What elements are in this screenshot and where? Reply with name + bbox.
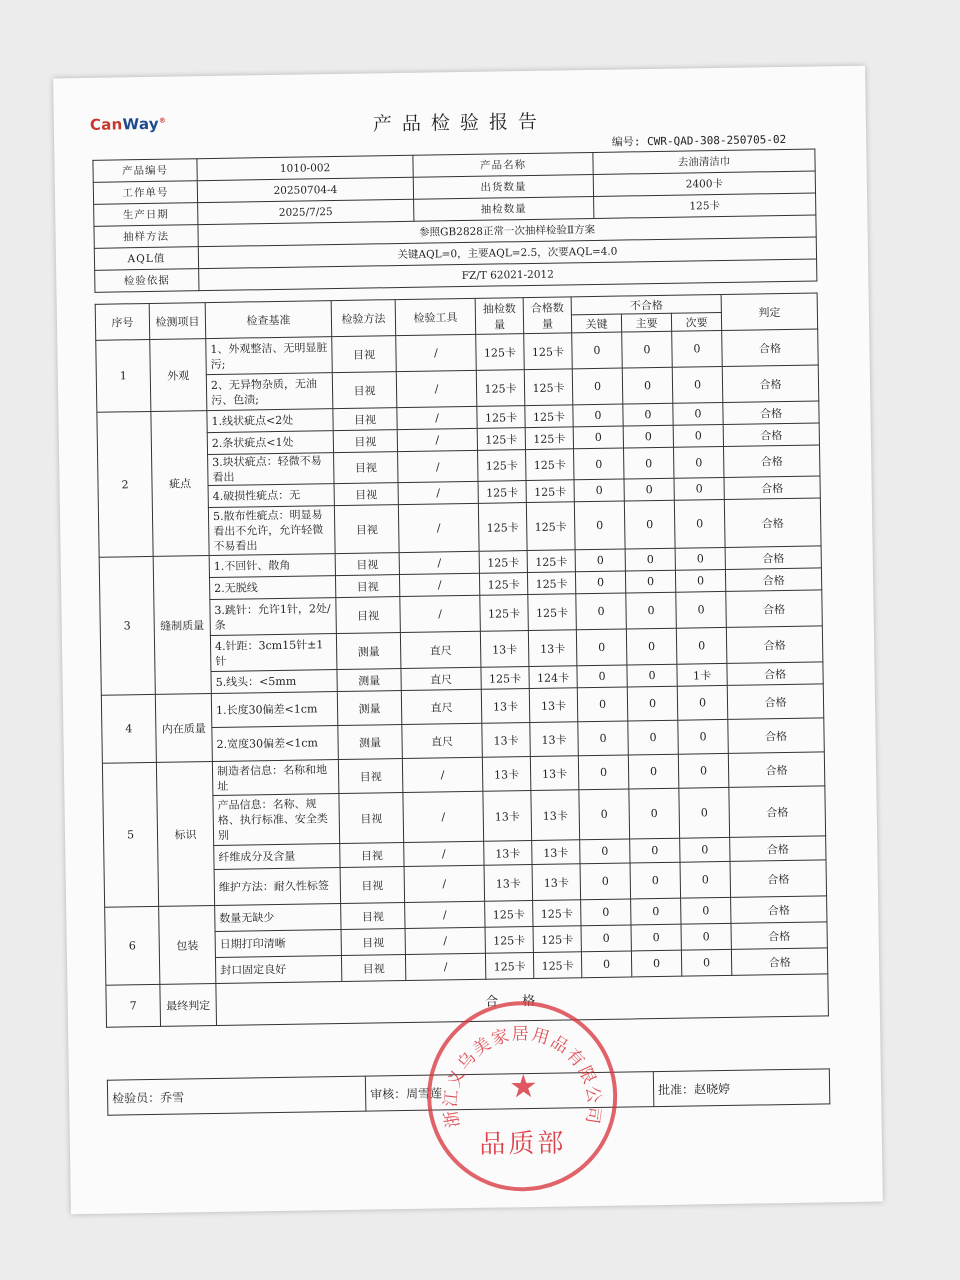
row-critical: 0 <box>572 332 623 369</box>
row-item: 疵点 <box>151 411 209 557</box>
row-criteria: 维护方法：耐久性标签 <box>214 868 341 906</box>
row-criteria: 纤维成分及含量 <box>214 844 340 870</box>
row-critical: 0 <box>577 665 627 688</box>
seal-star-icon: ★ <box>508 1066 538 1106</box>
row-criteria: 3.块状疵点：轻微不易看出 <box>208 453 334 486</box>
prod-date-label: 生产日期 <box>94 203 198 227</box>
row-method: 测量 <box>337 691 402 726</box>
final-seq: 7 <box>106 984 161 1027</box>
row-sample: 13卡 <box>481 689 530 724</box>
col-minor: 次要 <box>671 312 721 331</box>
row-criteria: 1.不回针、散角 <box>209 554 335 578</box>
row-major: 0 <box>628 754 679 789</box>
row-tool: 直尺 <box>400 631 481 668</box>
row-tool: 直尺 <box>401 689 482 724</box>
row-pass: 125卡 <box>524 369 573 406</box>
row-tool: / <box>404 865 485 902</box>
row-tool: / <box>398 450 478 482</box>
row-method: 目视 <box>335 553 399 576</box>
col-critical: 关键 <box>571 314 621 333</box>
final-label: 最终判定 <box>160 984 217 1027</box>
row-sample: 125卡 <box>485 927 533 954</box>
row-major: 0 <box>625 548 675 571</box>
row-critical: 0 <box>576 593 627 630</box>
row-tool: / <box>405 953 485 980</box>
row-criteria: 2.宽度30偏差<1cm <box>212 726 339 762</box>
row-minor: 0 <box>681 949 731 976</box>
row-major: 0 <box>625 570 675 593</box>
row-method: 目视 <box>332 336 397 373</box>
aql-label: AQL值 <box>94 247 198 271</box>
row-verdict: 合格 <box>723 423 819 447</box>
row-critical: 0 <box>578 755 629 790</box>
row-verdict: 合格 <box>730 836 826 862</box>
row-sample: 13卡 <box>484 865 533 902</box>
row-minor: 0 <box>673 446 724 478</box>
row-pass: 13卡 <box>530 722 579 757</box>
row-critical: 0 <box>581 899 631 926</box>
final-verdict-text: 合格 <box>485 993 560 1010</box>
row-major: 0 <box>623 403 673 426</box>
row-major: 0 <box>629 788 680 839</box>
inspection-basis: FZ/T 62021-2012 <box>199 259 817 291</box>
row-method: 目视 <box>340 843 404 868</box>
header-table <box>92 148 817 292</box>
row-method: 目视 <box>339 793 404 844</box>
row-tool: / <box>398 503 479 552</box>
row-pass: 13卡 <box>530 756 579 791</box>
row-tool: / <box>405 901 485 928</box>
row-critical: 0 <box>580 863 631 900</box>
row-verdict: 合格 <box>731 896 827 924</box>
row-method: 目视 <box>336 597 401 634</box>
row-seq: 4 <box>101 694 156 763</box>
row-sample: 125卡 <box>478 481 526 504</box>
row-pass: 13卡 <box>529 688 578 723</box>
row-major: 0 <box>624 478 674 501</box>
row-pass: 125卡 <box>526 480 574 503</box>
col-sample: 抽检数量 <box>475 298 524 335</box>
inspector-signature: 检验员：乔雪 <box>107 1076 366 1115</box>
report-paper <box>53 66 883 1215</box>
row-seq: 6 <box>105 906 160 985</box>
row-major: 0 <box>631 950 681 977</box>
row-pass: 125卡 <box>527 572 575 595</box>
row-criteria: 3.跳针：允许1针，2处/条 <box>210 598 337 636</box>
aql-value: 关键AQL=0，主要AQL=2.5，次要AQL=4.0 <box>198 237 816 269</box>
row-criteria: 5.散布性疵点：明显易看出不允许，允许轻微不易看出 <box>208 506 335 556</box>
row-seq: 2 <box>97 411 153 557</box>
row-criteria: 1.线状疵点<2处 <box>207 409 333 433</box>
row-method: 目视 <box>332 372 397 409</box>
row-sample: 13卡 <box>480 631 529 668</box>
row-major: 0 <box>627 686 678 721</box>
row-verdict: 合格 <box>729 786 826 838</box>
row-pass: 13卡 <box>532 864 581 901</box>
row-tool: / <box>399 551 479 574</box>
row-major: 0 <box>628 720 679 755</box>
row-tool: / <box>400 595 481 632</box>
row-method: 目视 <box>341 929 405 956</box>
company-logo: CanWay® <box>89 114 167 134</box>
row-method: 目视 <box>340 867 405 904</box>
col-pass: 合格数量 <box>523 297 572 334</box>
product-name-label: 产品名称 <box>413 152 593 177</box>
approver-signature: 批准：赵晓婷 <box>653 1069 830 1107</box>
row-major: 0 <box>623 425 673 448</box>
row-pass: 125卡 <box>533 926 581 953</box>
row-item: 内在质量 <box>155 694 212 763</box>
row-verdict: 合格 <box>731 922 827 950</box>
row-method: 目视 <box>333 430 397 453</box>
row-sample: 13卡 <box>483 791 532 842</box>
row-sample: 125卡 <box>480 595 529 632</box>
row-major: 0 <box>627 664 677 687</box>
row-major: 0 <box>631 924 681 951</box>
col-tool: 检验工具 <box>395 298 476 335</box>
row-major: 0 <box>630 862 681 899</box>
row-sample: 125卡 <box>477 406 525 429</box>
row-criteria: 2、无异物杂质，无油污、色渍; <box>206 373 333 411</box>
row-tool: / <box>396 334 477 371</box>
work-order: 20250704-4 <box>197 177 413 202</box>
product-no-label: 产品编号 <box>93 159 197 183</box>
row-method: 目视 <box>338 759 403 794</box>
product-no: 1010-002 <box>197 155 413 180</box>
row-pass: 125卡 <box>525 427 573 450</box>
ship-qty: 2400卡 <box>593 171 815 196</box>
row-criteria: 日期打印清晰 <box>215 930 341 958</box>
row-minor: 0 <box>680 861 731 898</box>
row-verdict: 合格 <box>723 401 819 425</box>
row-verdict: 合格 <box>724 498 821 548</box>
row-sample: 125卡 <box>481 667 529 690</box>
row-sample: 125卡 <box>479 551 527 574</box>
row-criteria: 5.线头：<5mm <box>211 670 337 694</box>
inspect-qty-label: 抽检数量 <box>414 196 594 221</box>
row-minor: 0 <box>678 753 729 788</box>
row-minor: 0 <box>680 837 730 862</box>
row-minor: 0 <box>681 897 731 924</box>
row-method: 目视 <box>334 483 398 506</box>
row-verdict: 合格 <box>722 365 819 403</box>
row-sample: 13卡 <box>484 841 532 866</box>
row-method: 目视 <box>341 955 405 982</box>
row-major: 0 <box>624 447 674 479</box>
row-verdict: 合格 <box>726 590 823 628</box>
row-minor: 0 <box>676 591 727 628</box>
row-pass: 125卡 <box>533 900 581 927</box>
row-method: 测量 <box>336 633 401 670</box>
row-seq: 5 <box>102 762 158 907</box>
row-verdict: 合格 <box>724 445 820 478</box>
row-critical: 0 <box>579 789 630 840</box>
row-tool: / <box>405 927 485 954</box>
row-criteria: 数量无缺少 <box>215 904 341 932</box>
reviewer-signature: 审核：周雪莲 <box>365 1072 654 1112</box>
row-seq: 3 <box>99 556 155 695</box>
row-method: 目视 <box>341 903 405 930</box>
row-critical: 0 <box>581 951 631 978</box>
row-criteria: 4.破损性疵点：无 <box>208 484 334 508</box>
row-sample: 125卡 <box>485 901 533 928</box>
row-criteria: 封口固定良好 <box>215 956 341 984</box>
row-pass: 125卡 <box>525 405 573 428</box>
row-method: 测量 <box>338 725 403 760</box>
row-minor: 0 <box>673 402 723 425</box>
sampling-method: 参照GB2828正常一次抽样检验Ⅱ方案 <box>198 215 816 247</box>
row-item: 缝制质量 <box>153 556 211 695</box>
row-verdict: 合格 <box>725 546 821 570</box>
row-major: 0 <box>622 331 673 368</box>
row-critical: 0 <box>578 721 629 756</box>
row-seq: 1 <box>96 339 151 412</box>
col-seq: 序号 <box>95 303 150 340</box>
row-criteria: 1、外观整洁、无明显脏污; <box>206 337 333 375</box>
row-item: 包装 <box>159 906 216 985</box>
row-verdict: 合格 <box>722 329 819 367</box>
row-verdict: 合格 <box>727 662 823 686</box>
row-minor: 0 <box>681 923 731 950</box>
report-title: 产品检验报告 <box>372 110 548 136</box>
row-pass: 125卡 <box>524 333 573 370</box>
row-method: 测量 <box>337 669 401 692</box>
row-critical: 0 <box>574 448 624 480</box>
col-verdict: 判定 <box>721 293 818 331</box>
row-tool: 直尺 <box>402 723 483 758</box>
row-tool: 直尺 <box>401 667 481 690</box>
row-pass: 125卡 <box>526 502 575 551</box>
col-item: 检测项目 <box>149 303 206 340</box>
row-criteria: 1.长度30偏差<1cm <box>211 692 338 728</box>
basis-label: 检验依据 <box>95 269 199 293</box>
prod-date: 2025/7/25 <box>198 199 414 224</box>
row-verdict: 合格 <box>728 718 825 754</box>
row-verdict: 合格 <box>728 752 825 788</box>
row-tool: / <box>397 406 477 429</box>
row-sample: 125卡 <box>476 334 525 371</box>
row-critical: 0 <box>575 571 625 594</box>
row-sample: 13卡 <box>482 757 531 792</box>
row-critical: 0 <box>573 404 623 427</box>
row-criteria: 制造者信息：名称和地址 <box>212 760 339 796</box>
row-sample: 13卡 <box>482 723 531 758</box>
row-sample: 125卡 <box>476 370 525 407</box>
row-pass: 124卡 <box>529 666 577 689</box>
row-minor: 1卡 <box>677 663 727 686</box>
col-criteria: 检查基准 <box>205 301 332 339</box>
row-verdict: 合格 <box>727 684 824 720</box>
row-method: 目视 <box>334 505 399 554</box>
row-critical: 0 <box>574 501 625 550</box>
row-item: 标识 <box>156 762 214 907</box>
row-sample: 125卡 <box>479 573 527 596</box>
row-critical: 0 <box>574 479 624 502</box>
row-minor: 0 <box>676 627 727 664</box>
row-tool: / <box>403 791 484 842</box>
inspection-table <box>95 292 829 1027</box>
col-major: 主要 <box>621 313 671 332</box>
row-verdict: 合格 <box>730 860 827 898</box>
row-tool: / <box>397 428 477 451</box>
row-sample: 125卡 <box>477 428 525 451</box>
product-name: 去油清洁巾 <box>593 149 815 174</box>
company-seal <box>426 1000 619 1193</box>
row-major: 0 <box>630 838 680 863</box>
row-minor: 0 <box>673 424 723 447</box>
row-minor: 0 <box>675 547 725 570</box>
row-critical: 0 <box>573 426 623 449</box>
row-minor: 0 <box>674 477 724 500</box>
row-critical: 0 <box>572 368 623 405</box>
row-minor: 0 <box>679 787 730 838</box>
row-tool: / <box>399 573 479 596</box>
row-sample: 125卡 <box>478 503 527 552</box>
row-major: 0 <box>624 500 675 549</box>
row-minor: 0 <box>672 330 723 367</box>
row-criteria: 产品信息：名称、规格、执行标准、安全类别 <box>213 794 340 846</box>
row-verdict: 合格 <box>726 626 823 664</box>
row-pass: 125卡 <box>528 594 577 631</box>
row-minor: 0 <box>675 569 725 592</box>
row-tool: / <box>404 841 484 866</box>
row-method: 目视 <box>333 408 397 431</box>
seal-company-name: 浙江义乌美家居用品有限公司 <box>440 1024 604 1130</box>
row-tool: / <box>398 481 478 504</box>
row-pass: 125卡 <box>527 550 575 573</box>
row-tool: / <box>396 370 477 407</box>
row-critical: 0 <box>577 687 628 722</box>
row-critical: 0 <box>576 629 627 666</box>
row-major: 0 <box>626 628 677 665</box>
report-code: 编号: CWR-QAD-308-250705-02 <box>611 132 787 149</box>
row-verdict: 合格 <box>725 568 821 592</box>
row-minor: 0 <box>672 366 723 403</box>
row-minor: 0 <box>678 719 729 754</box>
row-major: 0 <box>631 898 681 925</box>
row-sample: 125卡 <box>485 953 533 980</box>
col-method: 检验方法 <box>331 300 396 337</box>
row-pass: 125卡 <box>526 449 574 481</box>
row-pass: 13卡 <box>532 840 580 865</box>
row-sample: 125卡 <box>478 450 526 482</box>
sampling-label: 抽样方法 <box>94 225 198 249</box>
row-major: 0 <box>626 592 677 629</box>
row-method: 目视 <box>335 575 399 598</box>
row-criteria: 4.针距：3cm15针±1针 <box>210 634 337 672</box>
row-verdict: 合格 <box>731 948 827 976</box>
row-minor: 0 <box>677 685 728 720</box>
ship-qty-label: 出货数量 <box>413 174 593 199</box>
col-fail: 不合格 <box>571 294 721 314</box>
row-critical: 0 <box>575 549 625 572</box>
row-criteria: 2.条状疵点<1处 <box>207 431 333 455</box>
work-order-label: 工作单号 <box>93 181 197 205</box>
row-pass: 13卡 <box>531 790 580 841</box>
row-item: 外观 <box>150 339 207 412</box>
row-verdict: 合格 <box>724 476 820 500</box>
row-major: 0 <box>622 367 673 404</box>
row-tool: / <box>402 757 483 792</box>
inspect-qty: 125卡 <box>594 193 816 218</box>
row-criteria: 2.无脱线 <box>209 576 335 600</box>
row-critical: 0 <box>581 925 631 952</box>
row-critical: 0 <box>580 839 630 864</box>
seal-dept: 品质部 <box>479 1128 567 1160</box>
row-minor: 0 <box>674 499 725 548</box>
inspection-body <box>96 329 829 1027</box>
row-pass: 13卡 <box>528 630 577 667</box>
row-method: 目视 <box>334 452 398 484</box>
row-pass: 125卡 <box>533 952 581 979</box>
